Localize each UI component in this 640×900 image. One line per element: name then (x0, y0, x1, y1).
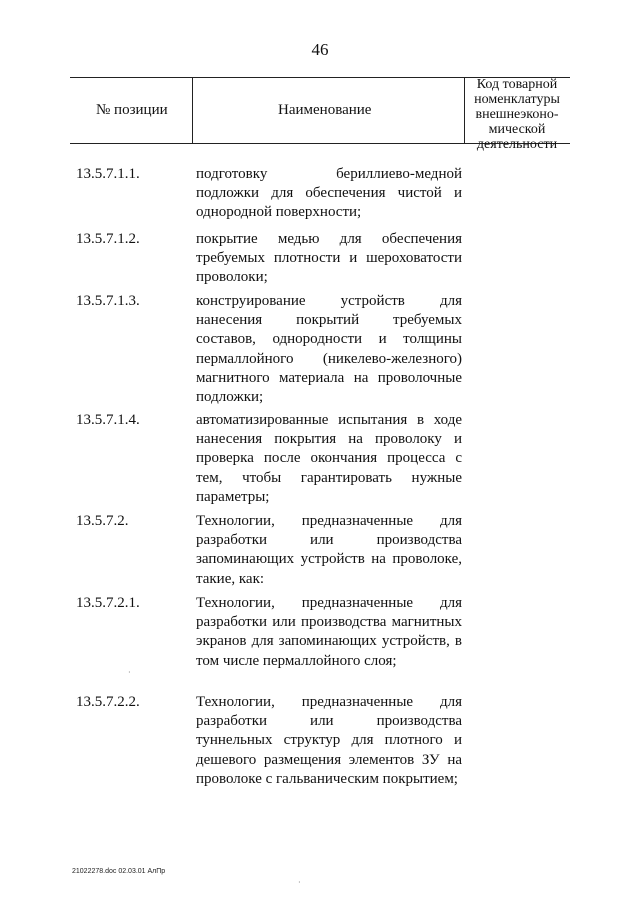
scan-mark: · (298, 878, 301, 887)
item-text: конструирование устройств для нанесения покрытий требуемых составов, однородности и толщины пермаллойного (никелево-железного) магнитного материала на проволочные подложки; (196, 293, 462, 406)
header-code-line: Код товарной (476, 77, 558, 92)
position-number: 13.5.7.1.4. (76, 412, 140, 428)
document-code: 21022278.doc 02.03.01 АлПр (72, 868, 166, 875)
position-number: 13.5.7.1.2. (76, 231, 140, 247)
page-number: 46 (311, 40, 329, 59)
item-text: автоматизированные испытания в ходе нанесения покрытия на проволоку и проверка после окончания процесса с тем, чтобы гарантировать нужные параметры; (196, 412, 462, 505)
item-text: Технологии, предназначенные для разработки или производства туннельных структур для плотного и дешевого размещения элементов ЗУ на проволоке с гальваническим покрытием; (196, 694, 462, 787)
item-text: подготовку бериллиево-медной подложки для обеспечения чистой и однородной поверхности; (196, 166, 462, 221)
header-code-line: номенклатуры (474, 92, 560, 107)
item-text: покрытие медью для обеспечения требуемых плотности и шероховатости проволоки; (196, 231, 462, 286)
header-code-line: внешнеэконо- (475, 107, 559, 122)
header-code (464, 77, 570, 152)
header-code-line: деятельности (476, 137, 558, 152)
header-name: Наименование (278, 102, 372, 118)
scan-mark: · (128, 668, 131, 677)
position-number: 13.5.7.2.1. (76, 595, 140, 611)
position-number: 13.5.7.1.3. (76, 293, 140, 309)
item-text: Технологии, предназначенные для разработки или производства запоминающих устройств на проволоке, такие, как: (196, 513, 462, 587)
position-number: 13.5.7.2.2. (76, 694, 140, 710)
header-divider-1 (192, 77, 193, 144)
position-number: 13.5.7.2. (76, 513, 129, 529)
item-text: Технологии, предназначенные для разработки или производства магнитных экранов для запоминающих устройств, в том числе пермаллойного слоя; (196, 595, 462, 669)
header-code-line: мической (488, 122, 546, 137)
position-number: 13.5.7.1.1. (76, 166, 140, 182)
header-position: № позиции (96, 102, 168, 118)
